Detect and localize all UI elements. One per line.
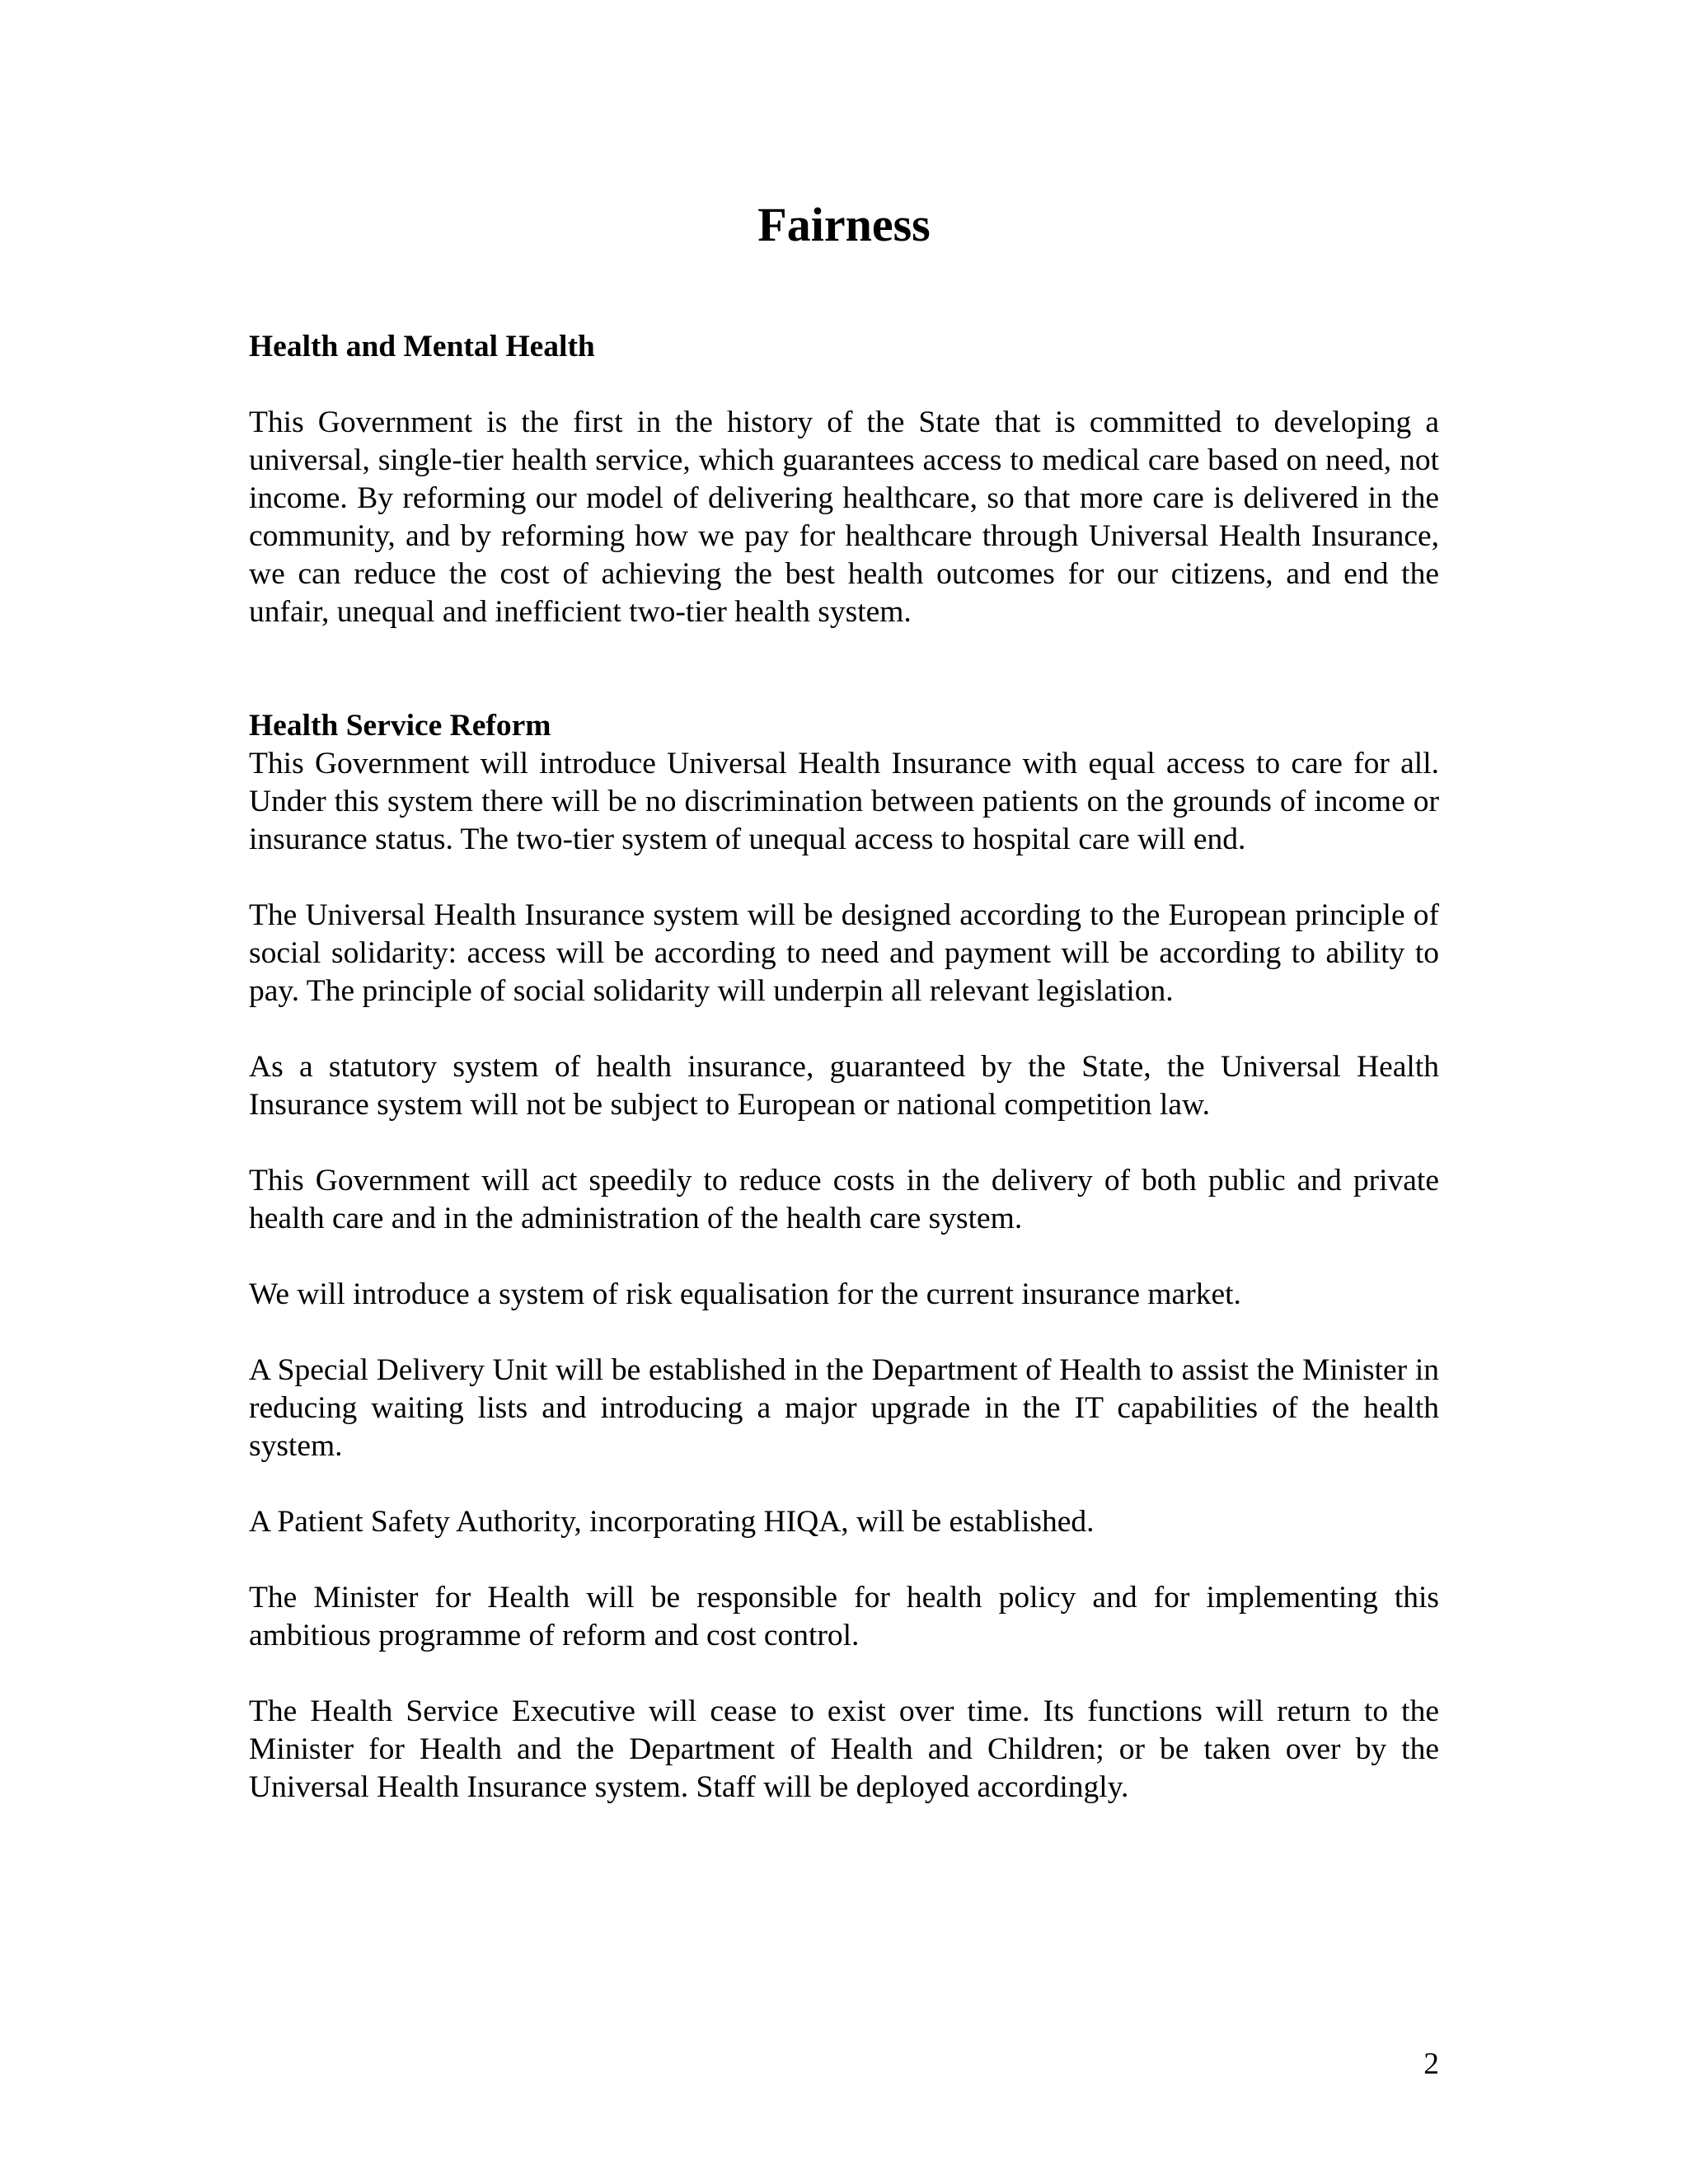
paragraph-hse-cease: The Health Service Executive will cease to exist over time. Its functions will return to the Minister for Health and the Department of Health and Children; or be taken over by the Universal Health Insurance system. Staff will be deployed accordingly. [249, 1694, 1439, 1804]
paragraph-reduce-costs: This Government will act speedily to reduce costs in the delivery of both public and private health care and in the administration of the health care system. [249, 1164, 1439, 1235]
paragraph-patient-safety-authority: A Patient Safety Authority, incorporating HIQA, will be established. [249, 1505, 1095, 1539]
section-heading-health-service-reform: Health Service Reform [249, 709, 551, 743]
page-number: 2 [1423, 2047, 1439, 2081]
paragraph-statutory-system: As a statutory system of health insurance, guaranteed by the State, the Universal Health Insurance system will not be subject to European or national competition law. [249, 1050, 1439, 1122]
document-body [249, 328, 1439, 1807]
paragraph-universal-insurance: This Government will introduce Universal Health Insurance with equal access to care for all. Under this system there will be no discrimination between patients on the grounds of income or insurance status. The two-tier system of unequal access to hospital care will end. [249, 747, 1439, 856]
paragraph-special-delivery-unit: A Special Delivery Unit will be established in the Department of Health to assist the Minister in reducing waiting lists and introducing a major upgrade in the IT capabilities of the health system. [249, 1353, 1439, 1463]
paragraph-health-intro: This Government is the first in the history of the State that is committed to developing a universal, single-tier health service, which guarantees access to medical care based on need, not income. By reforming our model of delivering healthcare, so that more care is delivered in the community, and by reforming how we pay for healthcare through Universal Health Insurance, we can reduce the cost of achieving the best health outcomes for our citizens, and end the unfair, unequal and inefficient two-tier health system. [249, 405, 1439, 629]
paragraph-minister-responsibility: The Minister for Health will be responsible for health policy and for implementing this ambitious programme of reform and cost control. [249, 1581, 1439, 1652]
page-title: Fairness [757, 198, 931, 251]
paragraph-social-solidarity: The Universal Health Insurance system will be designed according to the European principle of social solidarity: access will be according to need and payment will be according to ability to pay. The principle of social solidarity will underpin all relevant legislation. [249, 898, 1439, 1008]
section-heading-health-and-mental-health: Health and Mental Health [249, 330, 595, 363]
paragraph-risk-equalisation: We will introduce a system of risk equalisation for the current insurance market. [249, 1277, 1241, 1311]
